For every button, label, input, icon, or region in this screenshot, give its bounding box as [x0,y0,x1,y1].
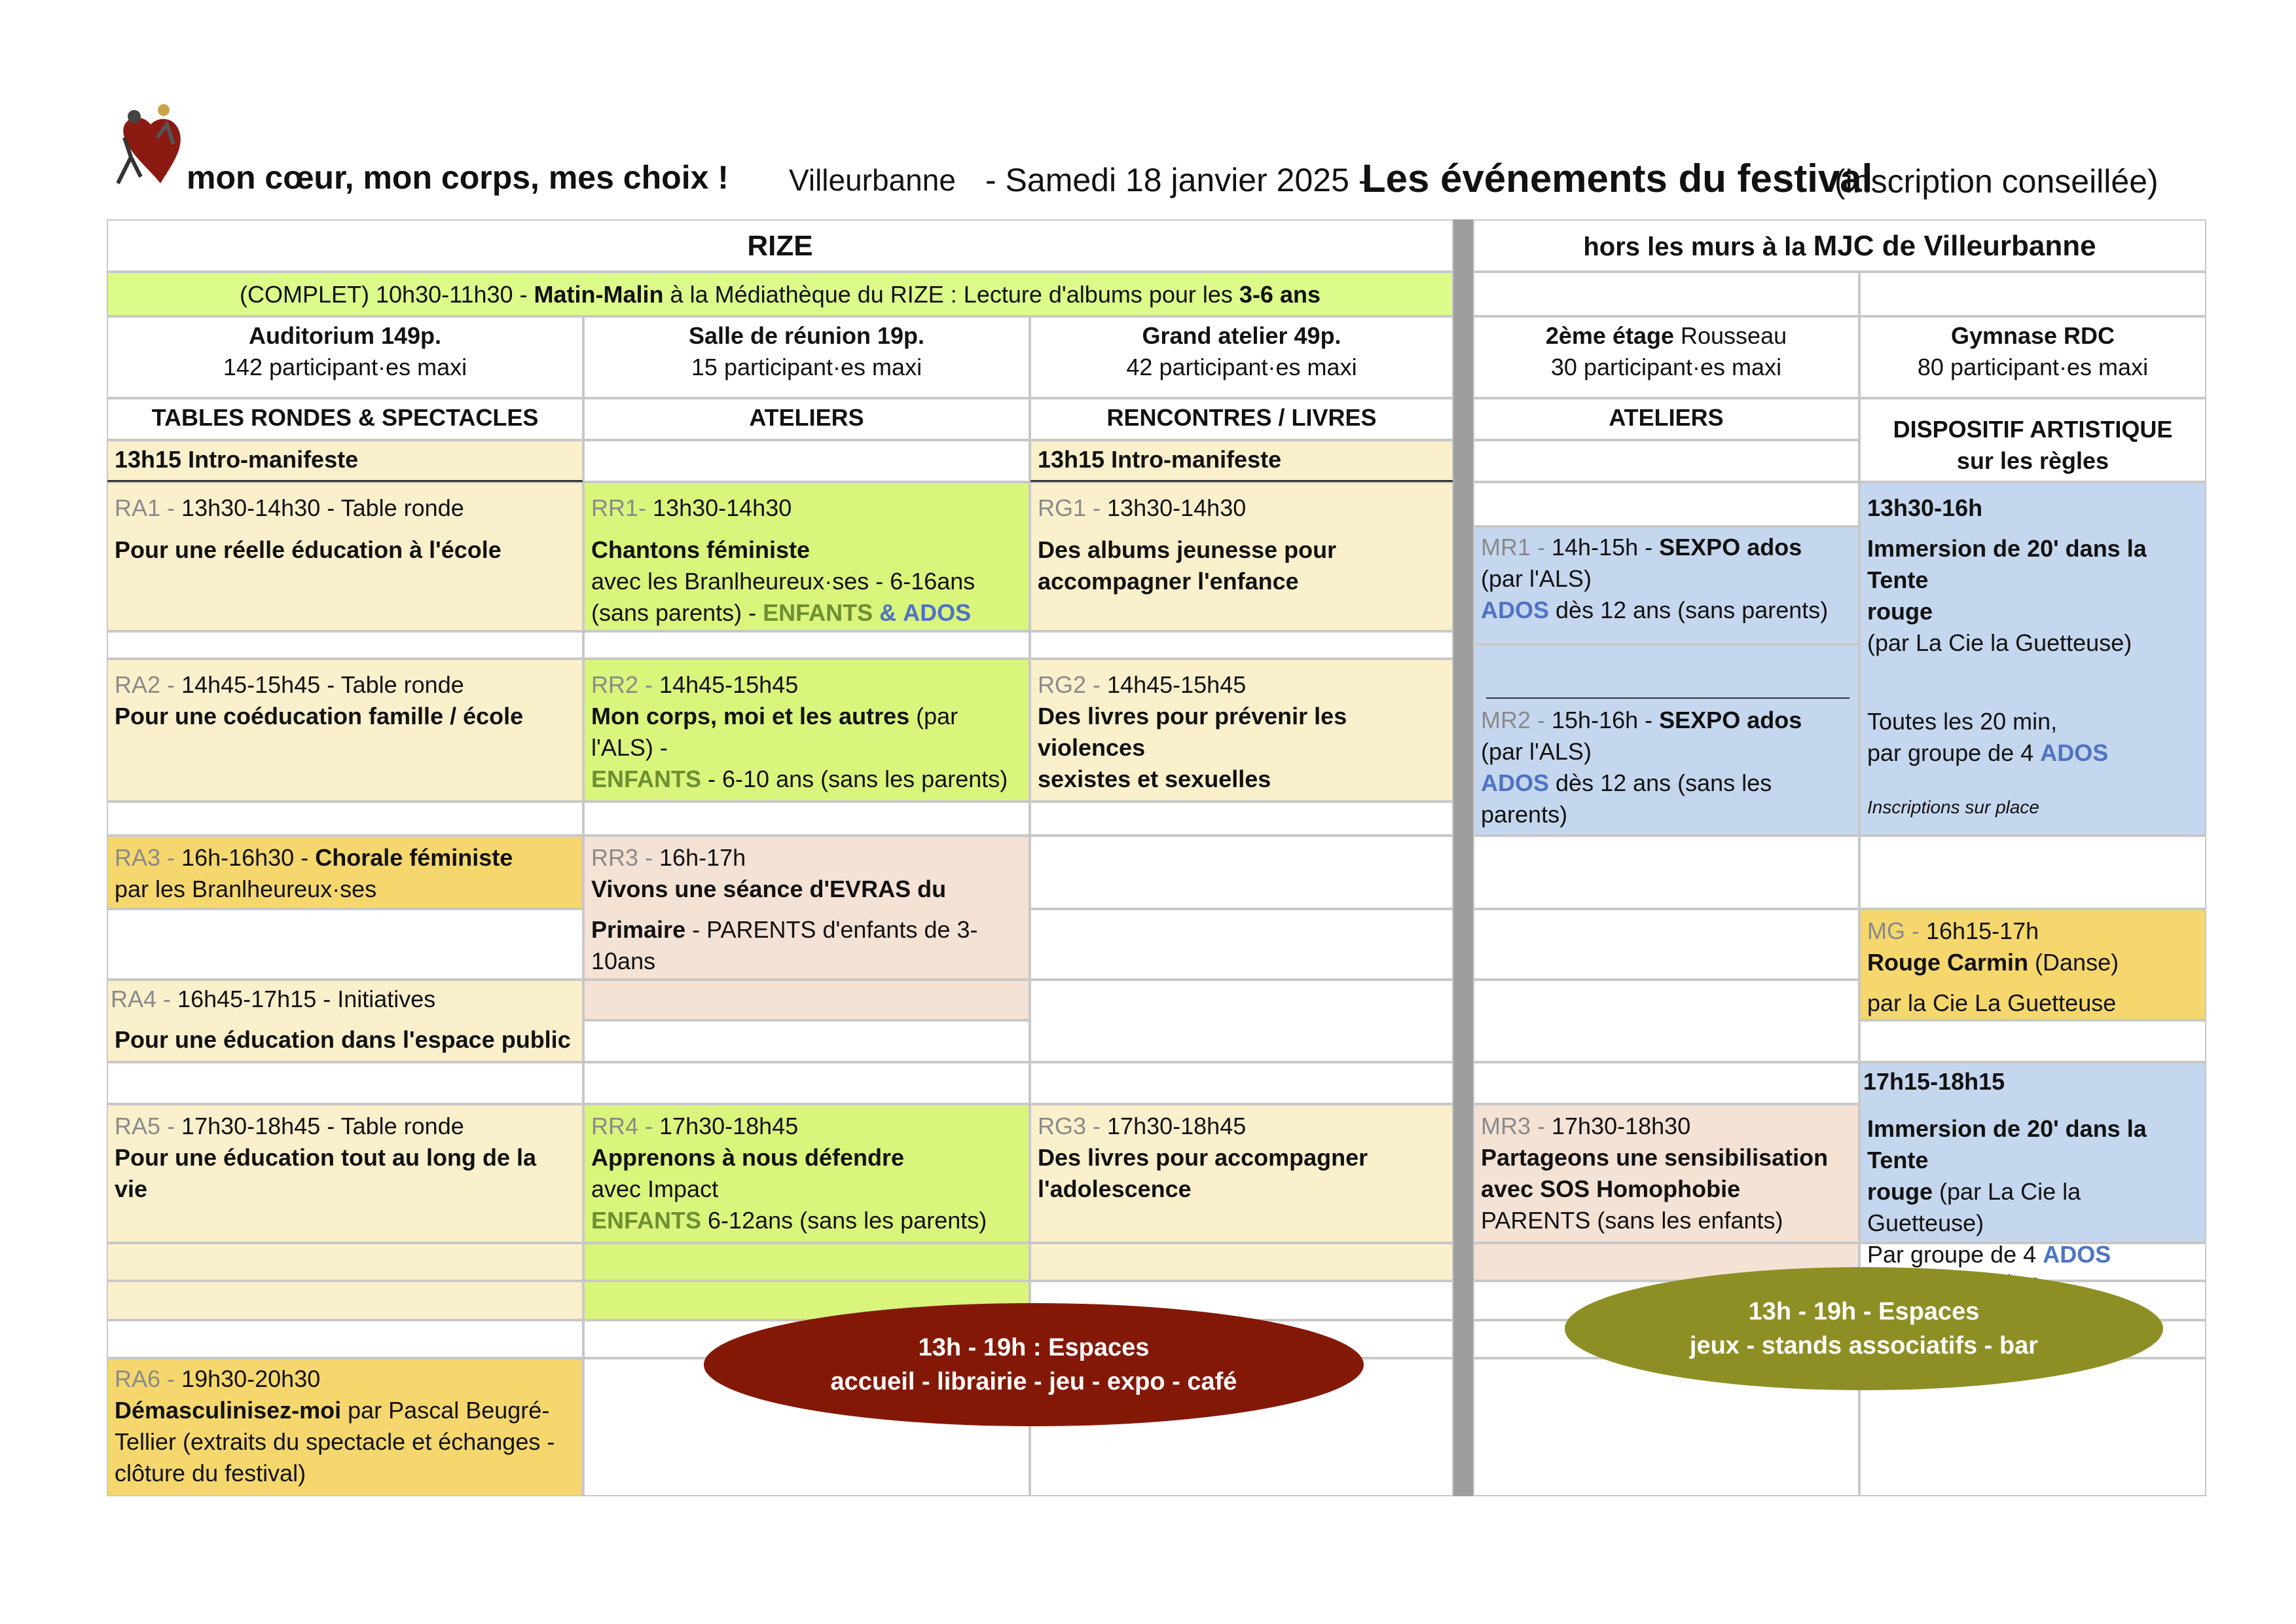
room-grand-atelier-header [1030,316,1453,398]
event-detail: avec Impact [591,1175,719,1202]
intro-label: 13h15 Intro-manifeste [1038,446,1282,473]
venue-rize-header [107,219,1453,272]
empty-cell [1473,909,1859,980]
category-label: TABLES RONDES & SPECTACLES [151,404,539,431]
audience-enfants: ENFANTS [591,766,702,792]
event-rr4 [583,1104,1030,1243]
empty-cell [107,909,583,980]
room-capacity: 80 participant·es maxi [1917,354,2149,380]
event-code: RR4 - [591,1113,653,1139]
event-detail: (par l'ALS) [1481,738,1592,765]
event-title: Démasculinisez-moi [115,1397,342,1424]
registration-note: Inscriptions sur place [1867,797,2040,817]
category-salle-reunion [583,398,1030,440]
event-rr1 [583,482,1030,631]
event-title: SEXPO ados [1659,534,1802,561]
event-detail: (par l'ALS) [1481,565,1592,592]
event-title-cont: rouge [1867,1178,1933,1205]
event-time: 14h-15h - [1552,534,1653,561]
venue-mjc-name: MJC de Villeurbanne [1813,230,2096,262]
event-tente-rouge-1 [1859,482,2206,836]
event-code: RR3 - [591,844,653,871]
event-time: 13h30-14h30 [653,494,792,521]
event-detail: par la Cie La Guetteuse [1867,989,2117,1016]
event-title: Chorale féministe [315,844,513,871]
event-detail: avec les Branlheureux·ses - 6-16ans [591,568,975,595]
empty-cell [107,802,583,836]
event-detail: - PARENTS d'enfants de 3-10ans [591,916,978,974]
event-code: RG2 - [1038,671,1101,698]
event-time: 19h30-20h30 [181,1365,321,1392]
category-label: DISPOSITIF ARTISTIQUE [1893,416,2173,443]
venue-mjc-prefix: hors les murs à la [1583,232,1806,261]
event-time: 17h30-18h45 - Table ronde [181,1113,464,1139]
intro-grand-atelier [1030,440,1453,482]
event-title: Des livres pour accompagner [1038,1144,1368,1171]
event-detail: (sans parents) - [591,599,757,626]
event-organizer: par Pascal Beugré- [348,1397,550,1424]
event-detail: Tellier (extraits du spectacle et échanges - [115,1428,555,1455]
event-code: MR3 - [1481,1113,1545,1139]
event-group: par groupe de 4 [1867,739,2034,766]
empty-cell [1473,980,1859,1062]
venue-separator [1453,219,1473,1496]
empty-cell [1473,1062,1859,1104]
event-code: MR1 - [1481,534,1545,561]
matin-malin-banner [107,272,1453,316]
event-mr1 [1473,526,1859,644]
event-time: 14h45-15h45 - Table ronde [181,671,464,698]
event-mg-rouge-carmin [1859,909,2206,1020]
event-detail: (par La Cie la Guetteuse) [1867,629,2132,656]
event-mr2 [1473,644,1859,836]
empty-cell [1030,980,1453,1062]
empty-cell [1030,836,1453,909]
room-name: Gymnase RDC [1950,322,2115,349]
empty-cell [583,440,1030,482]
empty-cell [1859,272,2206,316]
event-time: 16h-17h [659,844,746,871]
banner-description: à la Médiathèque du RIZE : Lecture d'albums pour les [670,281,1233,308]
event-title: Rouge Carmin [1867,949,2029,976]
banner-prefix: (COMPLET) 10h30-11h30 - [240,281,528,308]
category-label: ATELIERS [749,404,864,431]
event-title: SEXPO ados [1659,707,1802,733]
event-title: Partageons une sensibilisation [1481,1144,1829,1171]
category-label: ATELIERS [1609,404,1724,431]
mjc-spaces-title: 13h - 19h - Espaces [1748,1298,1980,1325]
event-title-cont: l'adolescence [1038,1175,1192,1202]
event-code: RA2 - [115,671,175,698]
event-code: RA6 - [115,1365,175,1392]
event-title-cont: rouge [1867,598,1933,625]
intro-label: 13h15 Intro-manifeste [115,446,359,473]
event-code: RA4 - [111,986,172,1012]
event-ra3 [107,836,583,909]
empty-cell [583,1062,1030,1104]
empty-cell [1030,631,1453,659]
festival-tagline: mon cœur, mon corps, mes choix ! [187,159,729,196]
event-code: RA5 - [115,1113,175,1139]
room-salle-reunion-header [583,316,1030,398]
category-label: RENCONTRES / LIVRES [1106,404,1377,431]
event-title: Pour une éducation tout au long de la vie [115,1144,537,1202]
room-capacity: 142 participant·es maxi [223,354,467,380]
page-title: Les événements du festival [1362,157,1873,200]
date-label: - Samedi 18 janvier 2025 - [985,162,1370,198]
event-detail: dès 12 ans (sans les parents) [1481,769,1772,828]
divider-line [1486,697,1850,699]
event-title: Pour une coéducation famille / école [115,703,524,729]
rize-spaces-title: 13h - 19h : Espaces [918,1334,1150,1361]
empty-cell [583,631,1030,659]
event-group: Par groupe de 4 [1867,1241,2037,1268]
event-rr2 [583,659,1030,802]
event-rg3 [1030,1104,1453,1243]
category-auditorium [107,398,583,440]
event-time: 13h30-14h30 - Table ronde [181,494,464,521]
rize-spaces-list: accueil - librairie - jeu - expo - café [830,1368,1237,1395]
event-detail: PARENTS (sans les enfants) [1481,1207,1783,1234]
event-detail: 6-12ans (sans les parents) [708,1207,987,1234]
event-code: MR2 - [1481,707,1545,733]
event-time: 13h30-14h30 [1107,494,1247,521]
empty-cell [1473,482,1859,526]
event-code: RG1 - [1038,494,1101,521]
category-rousseau [1473,398,1859,440]
audience-ados: ADOS [2040,739,2109,766]
event-detail: - 6-10 ans (sans les parents) [708,766,1008,792]
event-code: RA1 - [115,494,175,521]
room-name-rest: Rousseau [1681,322,1787,349]
empty-cell [1473,272,1859,316]
event-time: 17h30-18h45 [659,1113,799,1139]
event-rg1 [1030,482,1453,631]
room-capacity: 30 participant·es maxi [1550,354,1782,380]
audience-ados: ADOS [2043,1241,2111,1268]
event-rg2 [1030,659,1453,802]
venue-mjc-header [1473,219,2206,272]
empty-cell [1473,836,1859,909]
room-gymnase-header [1859,316,2206,398]
event-ra5-cont [107,1243,583,1281]
room-name: Grand atelier 49p. [1142,322,1341,349]
event-ra5-cont [107,1281,583,1320]
room-rousseau-header [1473,316,1859,398]
event-time: 17h30-18h45 [1107,1113,1247,1139]
event-time: 16h45-17h15 - Initiatives [177,986,436,1012]
event-ra4 [107,980,583,1062]
event-time: 14h45-15h45 [659,671,799,698]
event-rr3 [583,836,1030,980]
event-ra5 [107,1104,583,1243]
event-detail: par les Branlheureux·ses [115,876,377,902]
empty-cell [107,1320,583,1358]
event-title-cont: sexistes et sexuelles [1038,766,1271,792]
event-title: Apprenons à nous défendre [591,1144,905,1171]
event-time: 17h30-18h30 [1552,1113,1691,1139]
category-gymnase [1859,398,2206,482]
event-rr4-cont [583,1243,1030,1281]
audience-enfants: ENFANTS [591,1207,702,1234]
mjc-spaces-badge [1565,1267,2163,1390]
empty-cell [1859,836,2206,909]
event-title-cont: Primaire [591,916,686,943]
event-code: RR1- [591,494,647,521]
event-title: Des livres pour prévenir les violences [1038,703,1347,761]
registration-note: (inscription conseillée) [1834,163,2159,200]
event-title: Chantons féministe [591,536,811,563]
event-code: RR2 - [591,671,653,698]
mjc-spaces-list: jeux - stands associatifs - bar [1689,1332,2039,1359]
category-grand-atelier [1030,398,1453,440]
empty-cell [1473,440,1859,482]
event-code: RG3 - [1038,1113,1101,1139]
room-auditorium-header [107,316,583,398]
event-code: MG - [1867,917,1920,944]
room-name: Auditorium 149p. [248,322,442,349]
banner-event-name: Matin-Malin [534,281,664,308]
event-tente-rouge-2 [1859,1062,2206,1268]
room-capacity: 15 participant·es maxi [691,354,922,380]
audience-amp: & [879,599,897,626]
event-time: 15h-16h - [1552,707,1653,733]
event-time: 17h15-18h15 [1863,1068,2005,1095]
event-title: Pour une réelle éducation à l'école [115,536,501,563]
event-genre: (Danse) [2035,949,2119,976]
event-time: 13h30-16h [1867,494,1983,521]
event-title-cont: accompagner l'enfance [1038,568,1299,595]
city-label: Villeurbanne [789,163,956,197]
room-capacity: 42 participant·es maxi [1126,354,1357,380]
empty-cell [583,1020,1030,1062]
event-organizer: (par l'ALS) - [591,703,958,761]
event-code: RA3 - [115,844,175,871]
event-title: Immersion de 20' dans la Tente [1867,1115,2147,1173]
event-title: Mon corps, moi et les autres [591,703,910,729]
audience-enfants: ENFANTS [763,599,873,626]
event-ra1 [107,482,583,631]
event-ra2 [107,659,583,802]
empty-cell [1030,909,1453,980]
rize-spaces-badge [704,1303,1364,1426]
intro-auditorium [107,440,583,482]
event-frequency: Toutes les 20 min, [1867,708,2058,735]
event-title: Immersion de 20' dans la Tente [1867,535,2147,593]
empty-cell [583,802,1030,836]
event-rg3-cont [1030,1243,1453,1281]
event-time: 16h15-17h [1926,917,2039,944]
event-mr3 [1473,1104,1859,1243]
event-rr3-cont [583,980,1030,1020]
event-time: 16h-16h30 - [181,844,309,871]
venue-rize-label: RIZE [747,230,813,262]
event-time: 14h45-15h45 [1107,671,1247,698]
empty-cell [1030,802,1453,836]
audience-ados: ADOS [1481,769,1550,796]
audience-ados: ADOS [903,599,972,626]
empty-cell [1030,1062,1453,1104]
event-detail: dès 12 ans (sans parents) [1556,597,1829,623]
event-ra6 [107,1358,583,1496]
audience-ados: ADOS [1481,597,1550,623]
empty-cell [107,1062,583,1104]
event-title-cont: avec SOS Homophobie [1481,1175,1741,1202]
empty-cell [107,631,583,659]
event-title: Des albums jeunesse pour [1038,536,1337,563]
category-sublabel: sur les règles [1956,447,2109,474]
event-detail: clôture du festival) [115,1460,306,1486]
event-title: Vivons une séance d'EVRAS du [591,876,947,902]
event-title: Pour une éducation dans l'espace public [115,1026,571,1053]
room-name: 2ème étage [1545,322,1674,349]
event-organizer: (par La Cie la Guetteuse) [1867,1178,2081,1236]
room-name: Salle de réunion 19p. [688,322,925,349]
empty-cell [1859,1020,2206,1062]
banner-ages: 3-6 ans [1239,281,1321,308]
